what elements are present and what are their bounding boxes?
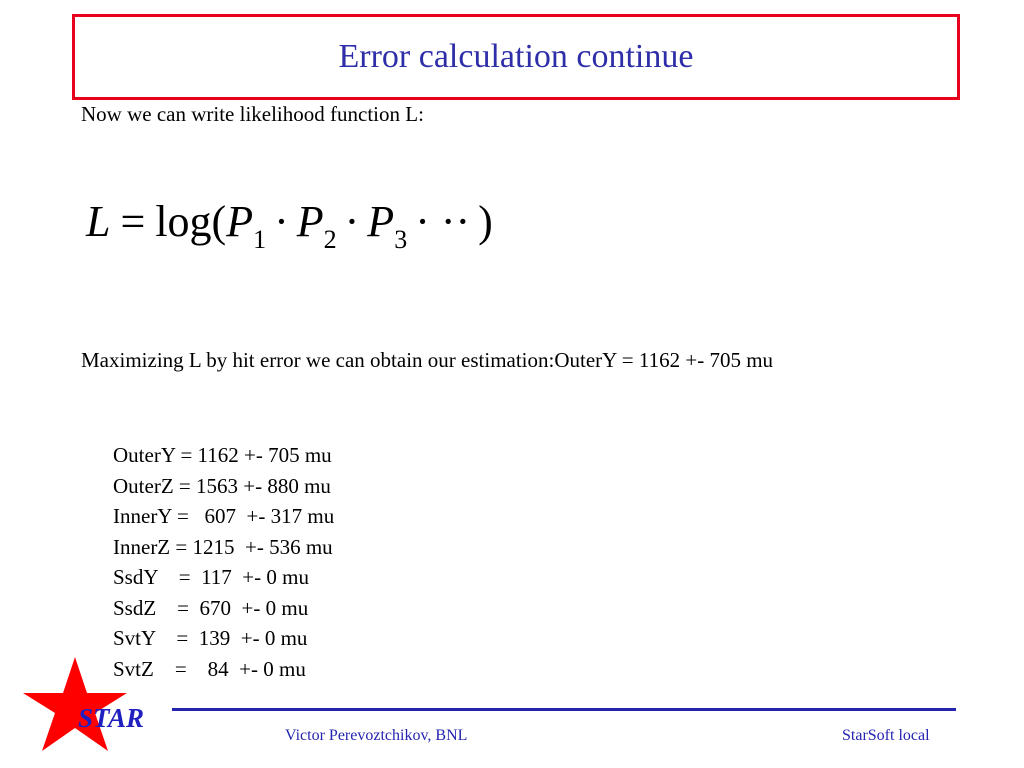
footer-author: Victor Perevoztchikov, BNL <box>285 727 468 744</box>
formula-ellipsis: · ·· <box>415 197 471 246</box>
value-svt-y: SvtY = 139 +- 0 mu <box>113 626 308 650</box>
formula-dot1: · <box>274 197 289 246</box>
error-values-list <box>113 440 334 684</box>
formula-p2: P <box>296 197 324 246</box>
formula-p1: P <box>226 197 254 246</box>
formula-log: log( <box>155 197 227 246</box>
value-ssd-z: SsdZ = 670 +- 0 mu <box>113 595 309 620</box>
formula-equals: = <box>120 197 146 246</box>
title-box <box>72 14 960 100</box>
maximizing-text: Maximizing L by hit error we can obtain our estimation:OuterY = 1162 +- 705 mu <box>81 348 774 372</box>
value-inner-y: InnerY = 607 +- 317 mu <box>113 504 335 528</box>
value-svt-z: SvtZ = 84 +- 0 mu <box>113 656 306 681</box>
intro-text: Now we can write likelihood function L: <box>81 102 424 126</box>
formula-sub3: 3 <box>394 225 408 254</box>
footer-right-text: StarSoft local <box>842 727 930 744</box>
formula-sub1: 1 <box>253 225 267 254</box>
formula-lhs: L <box>86 197 111 246</box>
value-outer-y: OuterY = 1162 +- 705 mu <box>113 443 332 467</box>
formula-p3: P <box>367 197 395 246</box>
formula-sub2: 2 <box>323 225 337 254</box>
value-inner-z: InnerZ = 1215 +- 536 mu <box>113 534 333 559</box>
footer-divider <box>172 708 956 711</box>
value-outer-z: OuterZ = 1563 +- 880 mu <box>113 473 331 498</box>
value-ssd-y: SsdY = 117 +- 0 mu <box>113 565 309 589</box>
star-logo-text: STAR <box>78 703 145 733</box>
formula-dot2: · <box>344 197 360 246</box>
slide-title: Error calculation continue <box>338 38 694 75</box>
formula-close-paren: ) <box>478 197 493 246</box>
likelihood-formula <box>86 196 493 254</box>
